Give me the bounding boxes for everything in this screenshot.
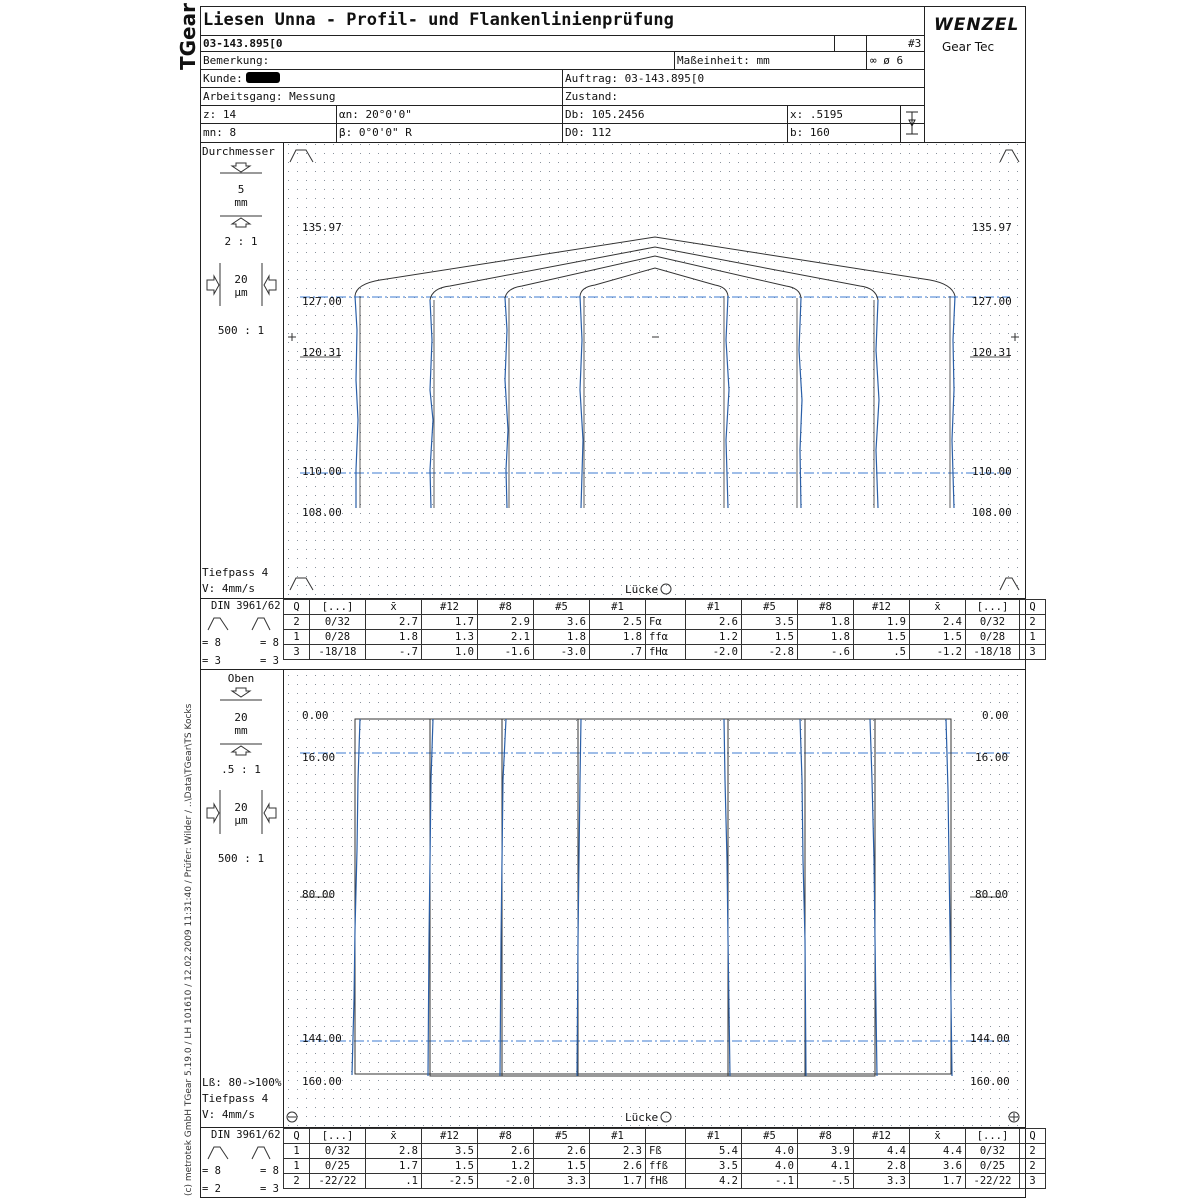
lead-level-1-right: 0.00 [982, 709, 1009, 722]
table_profile-row-cell: 1.8 [590, 630, 646, 645]
table_profile-header-row-cell [646, 600, 686, 615]
profile-scale-arrows [207, 163, 276, 306]
table_profile-row-cell: 1.8 [366, 630, 422, 645]
table_lead-header-row-cell: [...] [310, 1129, 366, 1144]
table_lead-row-cell: 1.7 [910, 1174, 966, 1189]
table_profile-row-cell: 1 [1020, 630, 1046, 645]
table_lead-row-cell: 2.8 [854, 1159, 910, 1174]
table_lead-row-cell: 1 [284, 1159, 310, 1174]
table_profile-row-cell: Fα [646, 615, 686, 630]
an-value: αn: 20°0'0" [339, 108, 412, 121]
table_lead-row-cell: 0/25 [310, 1159, 366, 1174]
table_lead-row-cell: 5.4 [686, 1144, 742, 1159]
lead-table-icons [200, 1141, 284, 1163]
table_profile-row-cell: 1.3 [422, 630, 478, 645]
table_lead-row-cell: 2.8 [366, 1144, 422, 1159]
profile-level-2-right: 127.00 [972, 295, 1012, 308]
table_profile-row-cell: fHα [646, 645, 686, 660]
x-value: x: .5195 [790, 108, 843, 121]
table_profile-header-row-cell: x̄ [366, 600, 422, 615]
table_profile-row-cell: 1.8 [534, 630, 590, 645]
lead-ratio2: 500 : 1 [217, 852, 265, 865]
table_profile-row-cell: .5 [854, 645, 910, 660]
table_profile-row-cell: 1.9 [854, 615, 910, 630]
table_profile-row-cell: 1.7 [422, 615, 478, 630]
z-value: z: 14 [203, 108, 237, 121]
lead-level-3-left: 80.00 [302, 888, 336, 901]
table_lead-row-cell: 3.3 [534, 1174, 590, 1189]
table_profile-row-cell: 0/32 [310, 615, 366, 630]
profile-level-3-left: 120.31 [302, 346, 342, 359]
table_lead-row [284, 1159, 1046, 1174]
lead-level-5-right: 160.00 [970, 1075, 1010, 1088]
table_lead-row-cell: -.5 [798, 1174, 854, 1189]
profile-level-4-right: 110.00 [972, 465, 1012, 478]
profile-table-right-mark-2: = 3 [260, 655, 279, 667]
table_profile-row-cell: 1.5 [854, 630, 910, 645]
table_lead-row-cell: 3.3 [854, 1174, 910, 1189]
profile-filter: Tiefpass 4 [202, 566, 269, 579]
table_profile-row-cell: -2.8 [742, 645, 798, 660]
mn-value: mn: 8 [203, 126, 237, 139]
table_lead-header-row-cell: x̄ [910, 1129, 966, 1144]
table_lead-row-cell: 3.5 [422, 1144, 478, 1159]
table_profile-row-cell: -1.2 [910, 645, 966, 660]
state-label: Zustand: [565, 90, 618, 103]
lead-grid [284, 670, 1025, 1127]
table_profile-row-cell: 2.4 [910, 615, 966, 630]
table_profile-row-cell: 2.6 [686, 615, 742, 630]
table_profile-row-cell: 1.8 [798, 615, 854, 630]
job-label: Auftrag: 03-143.895[0 [565, 72, 705, 85]
profile-side-title: Durchmesser [202, 145, 275, 158]
profile-speed: V: 4mm/s [202, 582, 255, 595]
table_profile-row-cell: 3 [284, 645, 310, 660]
table_profile-row-cell: 2.7 [366, 615, 422, 630]
table_lead-row-cell: 4.0 [742, 1144, 798, 1159]
lead-lb: Lß: 80->100% [202, 1076, 282, 1089]
unit-label: Maßeinheit: mm [677, 54, 770, 67]
d0-value: D0: 112 [565, 126, 612, 139]
table_profile-row-cell: ffα [646, 630, 686, 645]
table_lead-row-cell: 3.5 [686, 1159, 742, 1174]
profile-grid [284, 143, 1025, 598]
lead-level-5-left: 160.00 [302, 1075, 342, 1088]
side-footer-text: (c) metrotek GmbH TGear 5.19.0 / LH 101610 / 12.02.2009 11:31:40 / Prüfer: Wilder / ..\Data\TGear\TS Kocks [184, 703, 194, 1196]
table_profile-row-cell: 1.2 [686, 630, 742, 645]
lead-scale-arrows [207, 688, 276, 834]
profile-table-right-mark-1: = 8 [260, 637, 279, 649]
table_profile-header-row-cell: #1 [686, 600, 742, 615]
table_lead-row [284, 1144, 1046, 1159]
table_lead-header-row-cell: x̄ [366, 1129, 422, 1144]
table_lead-row-cell: ffß [646, 1159, 686, 1174]
table_profile-header-row-cell: #12 [854, 600, 910, 615]
table_lead-header-row-cell: Q [284, 1129, 310, 1144]
table_profile-row-cell: 1 [284, 630, 310, 645]
profile-scale-mm: 5 [237, 183, 245, 196]
order-number: 03-143.895[0 [203, 37, 283, 50]
table_lead-row-cell: .1 [366, 1174, 422, 1189]
table_lead-row-cell: 1.5 [422, 1159, 478, 1174]
profile-level-5-left: 108.00 [302, 506, 342, 519]
table_lead-row-cell: 4.4 [910, 1144, 966, 1159]
table_profile-header-row-cell: #8 [478, 600, 534, 615]
table_profile-header-row-cell: #1 [590, 600, 646, 615]
table_lead-row-cell: 2 [284, 1174, 310, 1189]
table_profile-row-cell: -.6 [798, 645, 854, 660]
table_lead-header-row-cell: #8 [798, 1129, 854, 1144]
profile-ratio2: 500 : 1 [217, 324, 265, 337]
profile-unit-um: µm [234, 286, 248, 299]
table_lead-row [284, 1174, 1046, 1189]
table_lead-header-row-cell: #5 [742, 1129, 798, 1144]
table_lead-row-cell: -2.0 [478, 1174, 534, 1189]
table_profile-row-cell: 1.5 [910, 630, 966, 645]
profile-level-4-left: 110.00 [302, 465, 342, 478]
table_lead-row-cell: -22/22 [966, 1174, 1020, 1189]
page-title: Liesen Unna - Profil- und Flankenlinienprüfung [203, 10, 674, 30]
db-value: Db: 105.2456 [565, 108, 645, 121]
table_profile-row-cell: 2.5 [590, 615, 646, 630]
table_profile-row-cell: 3 [1020, 645, 1046, 660]
table_lead-row-cell: 1.5 [534, 1159, 590, 1174]
table_profile-header-row-cell: [...] [310, 600, 366, 615]
profile-level-2-left: 127.00 [302, 295, 342, 308]
table_lead-row-cell: -2.5 [422, 1174, 478, 1189]
table_lead-row-cell: 3.9 [798, 1144, 854, 1159]
table_lead-row-cell: 1.7 [590, 1174, 646, 1189]
table_profile-row-cell: 0/28 [966, 630, 1020, 645]
table_profile-header-row [284, 600, 1046, 615]
table_profile-header-row-cell: Q [284, 600, 310, 615]
table_lead-header-row-cell: [...] [966, 1129, 1020, 1144]
table_lead-row-cell: 0/32 [966, 1144, 1020, 1159]
table_lead-row-cell: 2.6 [534, 1144, 590, 1159]
table_lead-row-cell: 3.6 [910, 1159, 966, 1174]
table_lead-row-cell: Fß [646, 1144, 686, 1159]
table_lead-header-row-cell: #1 [590, 1129, 646, 1144]
table_profile-header-row-cell: Q [1020, 600, 1046, 615]
table_lead-header-row-cell: #8 [478, 1129, 534, 1144]
sheet-number: #3 [908, 37, 922, 50]
lead-results-table [283, 1128, 1046, 1189]
table_profile-row-cell: -.7 [366, 645, 422, 660]
table_profile-row [284, 615, 1046, 630]
table_profile-row-cell: 2 [284, 615, 310, 630]
table_lead-row-cell: 2 [1020, 1144, 1046, 1159]
table_profile-row-cell: 3.6 [534, 615, 590, 630]
customer-label: Kunde: [203, 72, 243, 85]
operation-label: Arbeitsgang: Messung [203, 90, 336, 103]
profile-ratio1: 2 : 1 [224, 235, 258, 248]
table_lead-header-row-cell: #5 [534, 1129, 590, 1144]
profile-scale-um: 20 [234, 273, 248, 286]
table_lead-row-cell: 0/32 [310, 1144, 366, 1159]
table_lead-header-row-cell: #12 [854, 1129, 910, 1144]
table_lead-row-cell: 4.1 [798, 1159, 854, 1174]
table_lead-row-cell: 4.0 [742, 1159, 798, 1174]
table_profile-row-cell: 0/28 [310, 630, 366, 645]
table_lead-row-cell: 4.4 [854, 1144, 910, 1159]
lead-unit-um: µm [234, 814, 248, 827]
table_profile-row [284, 630, 1046, 645]
beta-value: β: 0°0'0" R [339, 126, 412, 139]
table_profile-row-cell: 2.9 [478, 615, 534, 630]
symbol-label: ∞ ø 6 [870, 54, 904, 67]
table_lead-header-row-cell: Q [1020, 1129, 1046, 1144]
profile-table-icons [200, 612, 284, 634]
table_lead-row-cell: 2.3 [590, 1144, 646, 1159]
lead-scale-um: 20 [234, 801, 248, 814]
brand-tgear: TGear [176, 3, 200, 70]
table_profile-row-cell: 1.5 [742, 630, 798, 645]
lead-table-body [284, 1129, 1046, 1189]
lead-table-left-mark-1: = 8 [202, 1165, 221, 1177]
table_profile-header-row-cell: #12 [422, 600, 478, 615]
lead-table-right-mark-2: = 3 [260, 1183, 279, 1195]
lead-filter: Tiefpass 4 [202, 1092, 269, 1105]
table_lead-row-cell: 2.6 [478, 1144, 534, 1159]
profile-level-5-right: 108.00 [972, 506, 1012, 519]
lead-scale-mm: 20 [234, 711, 248, 724]
table_lead-row-cell: 2.6 [590, 1159, 646, 1174]
table_lead-header-row-cell: #12 [422, 1129, 478, 1144]
lead-unit-mm: mm [234, 724, 248, 737]
table_lead-header-row-cell: #1 [686, 1129, 742, 1144]
table_lead-row-cell: -22/22 [310, 1174, 366, 1189]
table_profile-row-cell: 2 [1020, 615, 1046, 630]
profile-unit-mm: mm [234, 196, 248, 209]
profile-level-1-left: 135.97 [302, 221, 342, 234]
table_profile-row-cell: -3.0 [534, 645, 590, 660]
lead-side-title: Oben [227, 672, 255, 685]
lead-table-std: DIN 3961/62 [211, 1129, 281, 1141]
table_profile-row-cell: -1.6 [478, 645, 534, 660]
lead-level-3-right: 80.00 [975, 888, 1009, 901]
table_lead-header-row [284, 1129, 1046, 1144]
lead-level-4-left: 144.00 [302, 1032, 342, 1045]
table_profile-row-cell: -18/18 [310, 645, 366, 660]
profile-table-std: DIN 3961/62 [211, 600, 281, 612]
geartec-logo: Gear Tec [942, 40, 995, 54]
table_lead-row-cell: 1.2 [478, 1159, 534, 1174]
table_profile-row-cell: 3.5 [742, 615, 798, 630]
table_profile-row [284, 645, 1046, 660]
lead-level-4-right: 144.00 [970, 1032, 1010, 1045]
table_lead-row-cell: 4.2 [686, 1174, 742, 1189]
table_lead-row-cell: 2 [1020, 1159, 1046, 1174]
lead-level-2-right: 16.00 [975, 751, 1009, 764]
table_lead-row-cell: 3 [1020, 1174, 1046, 1189]
table_profile-header-row-cell: #5 [742, 600, 798, 615]
profile-table-left-mark-1: = 8 [202, 637, 221, 649]
table_profile-header-row-cell: #8 [798, 600, 854, 615]
table_profile-row-cell: -2.0 [686, 645, 742, 660]
table_profile-row-cell: -18/18 [966, 645, 1020, 660]
table_lead-header-row-cell [646, 1129, 686, 1144]
table_lead-row-cell: 1 [284, 1144, 310, 1159]
lead-table-left-mark-2: = 2 [202, 1183, 221, 1195]
lead-ratio1: .5 : 1 [221, 763, 261, 776]
table_profile-row-cell: 0/32 [966, 615, 1020, 630]
table_lead-row-cell: 0/25 [966, 1159, 1020, 1174]
profile-level-3-right: 120.31 [972, 346, 1012, 359]
profile-results-table [283, 599, 1046, 660]
wenzel-logo: WENZEL [934, 15, 1020, 35]
lead-speed: V: 4mm/s [202, 1108, 255, 1121]
table_profile-header-row-cell: x̄ [910, 600, 966, 615]
table_profile-row-cell: 2.1 [478, 630, 534, 645]
profile-table-body [284, 600, 1046, 660]
table_profile-header-row-cell: [...] [966, 600, 1020, 615]
table_profile-row-cell: .7 [590, 645, 646, 660]
remark-label: Bemerkung: [203, 54, 270, 67]
table_lead-row-cell: 1.7 [366, 1159, 422, 1174]
profile-level-1-right: 135.97 [972, 221, 1012, 234]
lead-level-2-left: 16.00 [302, 751, 336, 764]
table_profile-row-cell: 1.8 [798, 630, 854, 645]
b-value: b: 160 [790, 126, 830, 139]
lead-table-right-mark-1: = 8 [260, 1165, 279, 1177]
lead-level-1-left: 0.00 [302, 709, 329, 722]
table_profile-header-row-cell: #5 [534, 600, 590, 615]
table_profile-row-cell: 1.0 [422, 645, 478, 660]
profile-table-left-mark-2: = 3 [202, 655, 221, 667]
table_lead-row-cell: -.1 [742, 1174, 798, 1189]
table_lead-row-cell: fHß [646, 1174, 686, 1189]
